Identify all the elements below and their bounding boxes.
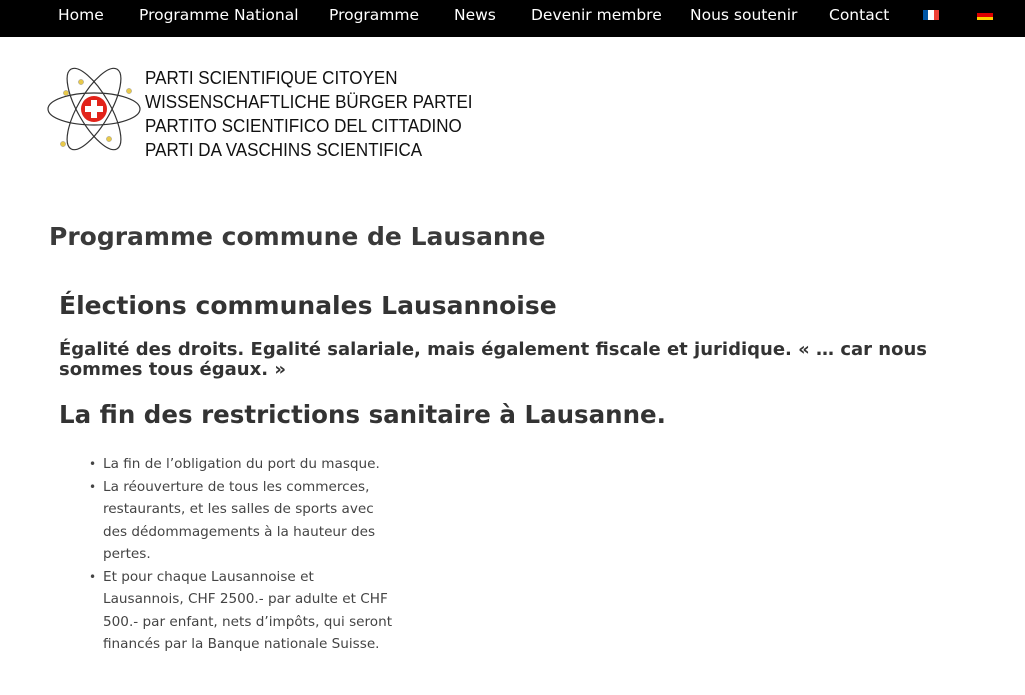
german-flag-icon[interactable] bbox=[977, 10, 993, 20]
logo-line-italian: PARTITO SCIENTIFICO DEL CITTADINO bbox=[145, 115, 462, 136]
party-name-logo-text bbox=[145, 66, 501, 162]
nav-item-news[interactable]: News bbox=[454, 6, 496, 24]
list-item bbox=[89, 453, 393, 476]
top-navigation-bar bbox=[0, 0, 1025, 37]
page-title: Programme commune de Lausanne bbox=[49, 222, 546, 251]
nav-item-contact[interactable]: Contact bbox=[829, 6, 890, 24]
logo-line-german: WISSENSCHAFTLICHE BÜRGER PARTEI bbox=[145, 91, 473, 112]
list-item-text: Et pour chaque Lausannoise et Lausannois, CHF 2500.- par adulte et CHF 500.- par enfant, nets d’impôts, qui seront financés par la Banque nationale Suisse. bbox=[103, 568, 393, 652]
nav-item-nous-soutenir[interactable]: Nous soutenir bbox=[690, 6, 798, 24]
logo-line-romansh: PARTI DA VASCHINS SCIENTIFICA bbox=[145, 139, 423, 160]
list-item-text: La réouverture de tous les commerces, restaurants, et les salles de sports avec des dédommagements à la hauteur des pertes. bbox=[103, 478, 376, 562]
elections-heading: Élections communales Lausannoise bbox=[59, 291, 557, 320]
list-item-text: La fin de l’obligation du port du masque. bbox=[103, 456, 380, 472]
bullet-icon: • bbox=[89, 457, 97, 471]
nav-item-programme[interactable]: Programme bbox=[329, 6, 420, 24]
french-flag-icon[interactable] bbox=[923, 10, 939, 20]
atom-swiss-cross-icon[interactable] bbox=[45, 60, 145, 156]
bullet-icon: • bbox=[89, 569, 97, 584]
nav-item-programme-national[interactable]: Programme National bbox=[139, 6, 299, 24]
nav-item-home[interactable]: Home bbox=[58, 6, 104, 24]
restrictions-heading: La fin des restrictions sanitaire à Lausanne. bbox=[59, 400, 666, 429]
programme-bullet-list bbox=[89, 453, 393, 656]
logo-line-french: PARTI SCIENTIFIQUE CITOYEN bbox=[145, 67, 398, 88]
bullet-icon: • bbox=[89, 479, 97, 494]
list-item bbox=[89, 566, 393, 656]
equality-subheading: Égalité des droits. Egalité salariale, mais également fiscale et juridique. « … car nous sommes tous égaux. » bbox=[59, 339, 927, 380]
nav-item-devenir-membre[interactable]: Devenir membre bbox=[531, 6, 662, 24]
list-item bbox=[89, 476, 393, 566]
